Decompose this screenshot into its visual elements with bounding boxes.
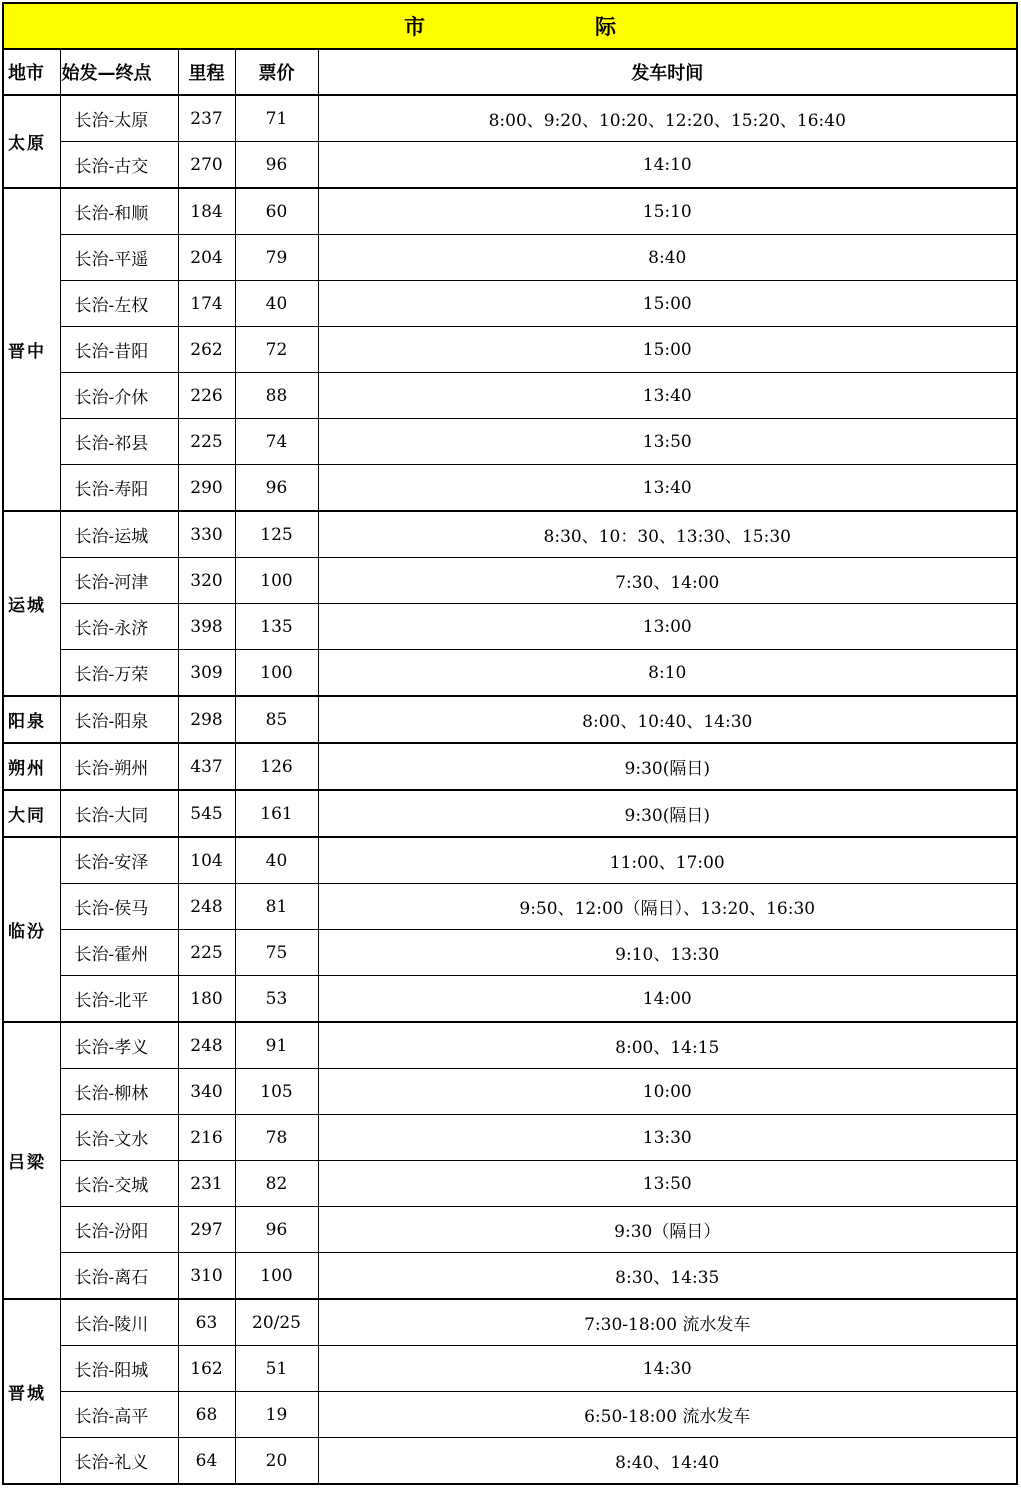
times-cell: 8:40 [318,235,1017,281]
distance-cell: 237 [178,95,235,142]
distance-cell: 180 [178,976,235,1023]
fare-cell: 100 [235,558,318,604]
times-cell: 15:10 [318,188,1017,235]
route-cell: 长治-寿阳 [60,465,178,512]
times-cell: 9:30（隔日） [318,1207,1017,1253]
distance-cell: 437 [178,743,235,790]
distance-cell: 204 [178,235,235,281]
fare-cell: 96 [235,1207,318,1253]
route-cell: 长治-左权 [60,281,178,327]
distance-cell: 398 [178,604,235,650]
distance-cell: 330 [178,511,235,558]
distance-cell: 262 [178,327,235,373]
fare-cell: 91 [235,1022,318,1069]
times-cell: 8:00、14:15 [318,1022,1017,1069]
times-cell: 9:30(隔日) [318,790,1017,837]
fare-cell: 40 [235,837,318,884]
times-cell: 8:10 [318,650,1017,697]
times-cell: 6:50-18:00 流水发车 [318,1392,1017,1438]
fare-cell: 85 [235,696,318,743]
header-row [3,49,1017,95]
times-cell: 14:00 [318,976,1017,1023]
fare-cell: 72 [235,327,318,373]
table-row [3,837,1017,884]
route-cell: 长治-运城 [60,511,178,558]
times-cell: 13:50 [318,1161,1017,1207]
times-cell: 9:10、13:30 [318,930,1017,976]
distance-cell: 225 [178,419,235,465]
header-route: 始发—终点 [60,49,178,95]
times-cell: 14:30 [318,1346,1017,1392]
table-row [3,743,1017,790]
table-row [3,1299,1017,1346]
fare-cell: 74 [235,419,318,465]
table-row [3,604,1017,650]
times-cell: 9:30(隔日) [318,743,1017,790]
route-cell: 长治-平遥 [60,235,178,281]
region-cell: 晋中 [3,188,60,511]
header-fare: 票价 [235,49,318,95]
region-cell: 大同 [3,790,60,837]
fare-cell: 79 [235,235,318,281]
route-cell: 长治-永济 [60,604,178,650]
table-row [3,1069,1017,1115]
region-cell: 运城 [3,511,60,696]
route-cell: 长治-陵川 [60,1299,178,1346]
table-row [3,790,1017,837]
table-row [3,511,1017,558]
route-cell: 长治-柳林 [60,1069,178,1115]
table-row [3,930,1017,976]
table-row [3,235,1017,281]
route-cell: 长治-介休 [60,373,178,419]
table-row [3,1346,1017,1392]
times-cell: 13:50 [318,419,1017,465]
distance-cell: 270 [178,142,235,189]
times-cell: 13:00 [318,604,1017,650]
route-cell: 长治-阳城 [60,1346,178,1392]
route-cell: 长治-大同 [60,790,178,837]
table-row [3,1253,1017,1300]
distance-cell: 320 [178,558,235,604]
route-cell: 长治-交城 [60,1161,178,1207]
distance-cell: 226 [178,373,235,419]
table-row [3,1438,1017,1485]
region-cell: 临汾 [3,837,60,1022]
fare-cell: 125 [235,511,318,558]
distance-cell: 309 [178,650,235,697]
table-row [3,976,1017,1023]
times-cell: 8:40、14:40 [318,1438,1017,1485]
table-row [3,558,1017,604]
fare-cell: 60 [235,188,318,235]
fare-cell: 100 [235,650,318,697]
route-cell: 长治-霍州 [60,930,178,976]
times-cell: 8:30、10：30、13:30、15:30 [318,511,1017,558]
distance-cell: 63 [178,1299,235,1346]
table-row [3,1392,1017,1438]
fare-cell: 100 [235,1253,318,1300]
route-cell: 长治-北平 [60,976,178,1023]
fare-cell: 161 [235,790,318,837]
region-cell: 吕梁 [3,1022,60,1299]
times-cell: 13:30 [318,1115,1017,1161]
route-cell: 长治-礼义 [60,1438,178,1485]
distance-cell: 340 [178,1069,235,1115]
distance-cell: 248 [178,1022,235,1069]
table-row [3,188,1017,235]
distance-cell: 184 [178,188,235,235]
table-row [3,1022,1017,1069]
route-cell: 长治-昔阳 [60,327,178,373]
route-cell: 长治-万荣 [60,650,178,697]
distance-cell: 104 [178,837,235,884]
table-row [3,884,1017,930]
distance-cell: 310 [178,1253,235,1300]
times-cell: 11:00、17:00 [318,837,1017,884]
distance-cell: 290 [178,465,235,512]
distance-cell: 64 [178,1438,235,1485]
fare-cell: 78 [235,1115,318,1161]
route-cell: 长治-文水 [60,1115,178,1161]
times-cell: 13:40 [318,465,1017,512]
fare-cell: 40 [235,281,318,327]
route-cell: 长治-太原 [60,95,178,142]
route-cell: 长治-汾阳 [60,1207,178,1253]
route-cell: 长治-河津 [60,558,178,604]
distance-cell: 162 [178,1346,235,1392]
route-cell: 长治-古交 [60,142,178,189]
table-row [3,327,1017,373]
fare-cell: 88 [235,373,318,419]
times-cell: 14:10 [318,142,1017,189]
fare-cell: 126 [235,743,318,790]
route-cell: 长治-祁县 [60,419,178,465]
title-right: 际 [595,15,616,39]
fare-cell: 81 [235,884,318,930]
title-row [3,3,1017,49]
distance-cell: 174 [178,281,235,327]
table-row [3,650,1017,697]
fare-cell: 75 [235,930,318,976]
route-cell: 长治-离石 [60,1253,178,1300]
table-title [3,3,1017,49]
route-cell: 长治-朔州 [60,743,178,790]
region-cell: 阳泉 [3,696,60,743]
times-cell: 8:00、10:40、14:30 [318,696,1017,743]
schedule-body [3,95,1017,1484]
fare-cell: 135 [235,604,318,650]
table-row [3,1161,1017,1207]
fare-cell: 71 [235,95,318,142]
table-row [3,419,1017,465]
region-cell: 晋城 [3,1299,60,1484]
fare-cell: 82 [235,1161,318,1207]
distance-cell: 225 [178,930,235,976]
times-cell: 15:00 [318,281,1017,327]
header-region: 地市 [3,49,60,95]
times-cell: 7:30、14:00 [318,558,1017,604]
route-cell: 长治-安泽 [60,837,178,884]
fare-cell: 96 [235,465,318,512]
schedule-table [2,2,1018,1485]
distance-cell: 545 [178,790,235,837]
times-cell: 15:00 [318,327,1017,373]
table-row [3,1115,1017,1161]
distance-cell: 68 [178,1392,235,1438]
distance-cell: 298 [178,696,235,743]
fare-cell: 53 [235,976,318,1023]
distance-cell: 231 [178,1161,235,1207]
times-cell: 8:00、9:20、10:20、12:20、15:20、16:40 [318,95,1017,142]
title-left: 市 [404,15,425,39]
distance-cell: 216 [178,1115,235,1161]
fare-cell: 96 [235,142,318,189]
fare-cell: 19 [235,1392,318,1438]
header-distance: 里程 [178,49,235,95]
times-cell: 7:30-18:00 流水发车 [318,1299,1017,1346]
route-cell: 长治-高平 [60,1392,178,1438]
fare-cell: 51 [235,1346,318,1392]
fare-cell: 105 [235,1069,318,1115]
table-row [3,373,1017,419]
table-row [3,1207,1017,1253]
table-row [3,696,1017,743]
route-cell: 长治-侯马 [60,884,178,930]
times-cell: 10:00 [318,1069,1017,1115]
times-cell: 13:40 [318,373,1017,419]
table-row [3,465,1017,512]
table-row [3,142,1017,189]
header-times: 发车时间 [318,49,1017,95]
table-row [3,95,1017,142]
region-cell: 朔州 [3,743,60,790]
route-cell: 长治-孝义 [60,1022,178,1069]
times-cell: 8:30、14:35 [318,1253,1017,1300]
route-cell: 长治-和顺 [60,188,178,235]
fare-cell: 20 [235,1438,318,1485]
route-cell: 长治-阳泉 [60,696,178,743]
table-row [3,281,1017,327]
distance-cell: 297 [178,1207,235,1253]
distance-cell: 248 [178,884,235,930]
times-cell: 9:50、12:00（隔日）、13:20、16:30 [318,884,1017,930]
region-cell: 太原 [3,95,60,188]
fare-cell: 20/25 [235,1299,318,1346]
